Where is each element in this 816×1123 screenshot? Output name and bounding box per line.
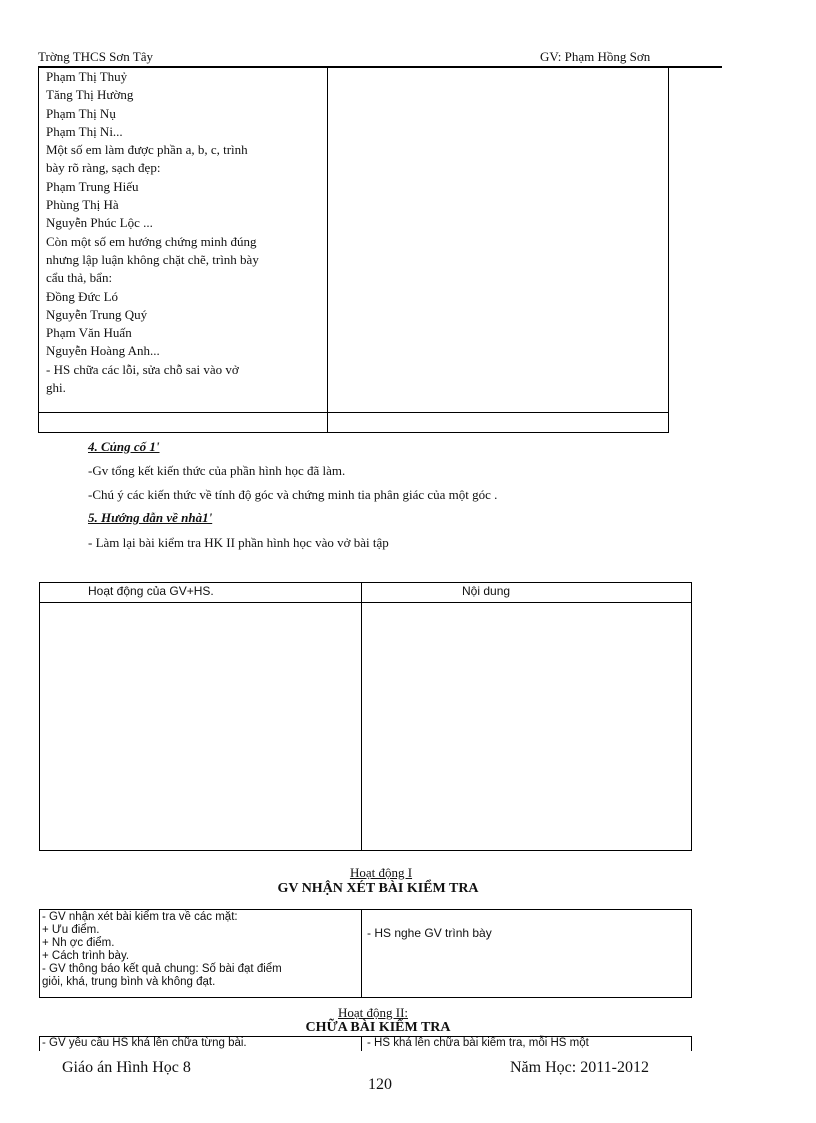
table-1-line: Tăng Thị Hường xyxy=(46,87,134,103)
table-1-line: Nguyễn Hoàng Anh... xyxy=(46,343,160,359)
activity-1-line: - GV nhận xét bài kiểm tra về các mặt: xyxy=(42,911,238,923)
page-number: 120 xyxy=(368,1076,392,1093)
table-1-line: Nguyễn Trung Quý xyxy=(46,306,148,322)
activity-2-heading: Hoạt động II: xyxy=(337,1005,409,1020)
section-5-line: - Làm lại bài kiểm tra HK II phần hình học vào vở bài tập xyxy=(88,535,389,550)
section-5-title: 5. Hướng dẫn về nhà1' xyxy=(88,510,213,525)
activity-2-title: CHỮA BÀI KIỂM TRA xyxy=(305,1020,451,1035)
table-1-line: Phạm Trung Hiếu xyxy=(46,178,139,194)
table-1-line: bày rõ ràng, sạch đẹp: xyxy=(46,160,161,176)
activity-1-line: + Nh ợc điểm. xyxy=(42,937,115,949)
activity-1-line: + Ưu điểm. xyxy=(42,924,100,936)
section-4-line: -Chú ý các kiến thức về tính độ góc và chứng minh tia phân giác của một góc . xyxy=(88,487,498,502)
section-4-title: 4. Củng cố 1' xyxy=(88,439,160,454)
table-1-line: ghi. xyxy=(46,380,66,396)
table-1-line: Còn một số em hướng chứng minh đúng xyxy=(46,233,257,249)
activity-1-line: + Cách trình bày. xyxy=(42,950,130,962)
activity-1-line: giỏi, khá, trung bình và không đạt. xyxy=(42,976,216,988)
table-1-line: cẩu thả, bẩn: xyxy=(46,270,113,286)
table-1-line: Một số em làm được phần a, b, c, trình xyxy=(46,142,248,158)
activity-1-line: - GV thông báo kết quả chung: Số bài đạt điểm xyxy=(42,963,282,975)
header-teacher: GV: Phạm Hồng Sơn xyxy=(540,49,651,64)
table-1-line: Phạm Thị Nụ xyxy=(46,105,116,121)
table-1-line: Đồng Đức Ló xyxy=(46,288,119,304)
activity-1-title: GV NHẬN XÉT BÀI KIỂM TRA xyxy=(277,881,479,896)
header-school: Trờng THCS Sơn Tây xyxy=(38,49,154,64)
table-1-line: Phạm Văn Huấn xyxy=(46,325,132,341)
table-2 xyxy=(39,582,692,851)
table-1-left-cell xyxy=(46,68,322,397)
footer-right: Năm Học: 2011-2012 xyxy=(510,1059,649,1076)
activity-1-heading: Hoạt động I xyxy=(349,865,413,880)
table-1-line: nhưng lập luận không chặt chẽ, trình bày xyxy=(46,251,259,267)
table-1-line: Nguyễn Phúc Lộc ... xyxy=(46,215,153,231)
table-1-line: Phùng Thị Hà xyxy=(46,197,119,213)
table-2-header-activity: Hoạt động của GV+HS. xyxy=(88,584,214,598)
table-1-line: Phạm Thị Ni... xyxy=(46,123,123,139)
activity-1-left-cell xyxy=(42,911,360,989)
activity-2-left-cell: - GV yêu cầu HS khá lên chữa từng bài. xyxy=(42,1037,247,1049)
activity-1-right-cell: - HS nghe GV trình bày xyxy=(367,926,492,940)
section-4-line: -Gv tổng kết kiến thức của phần hình học đã làm. xyxy=(88,463,346,478)
activity-2-right-cell: - HS khá lên chữa bài kiểm tra, mỗi HS một xyxy=(367,1037,589,1049)
table-1-line: Phạm Thị Thuỷ xyxy=(46,69,128,84)
footer-left: Giáo án Hình Học 8 xyxy=(62,1059,191,1076)
table-1-line: - HS chữa các lỗi, sửa chỗ sai vào vở xyxy=(46,361,239,377)
table-2-header-content: Nội dung xyxy=(462,584,511,598)
